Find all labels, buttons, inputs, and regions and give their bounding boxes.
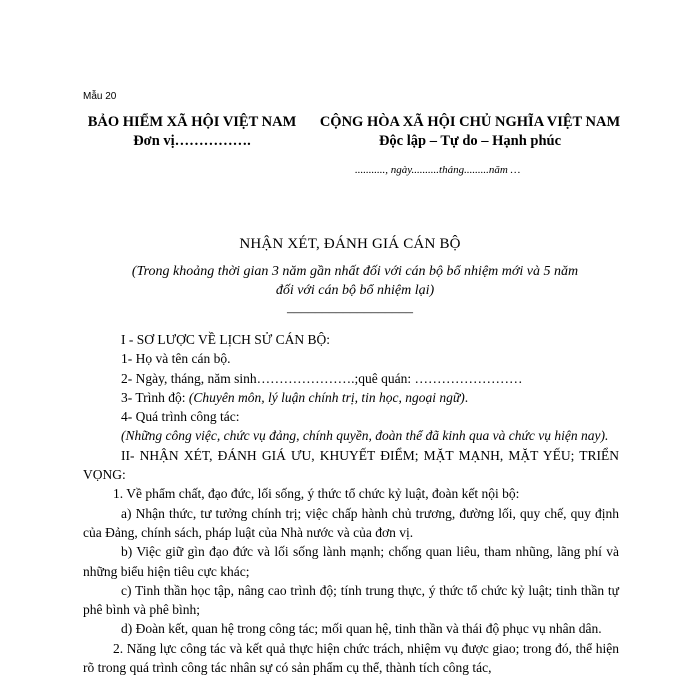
section2-p1b: b) Việc giữ gìn đạo đức và lối sống lành mạnh; chống quan liêu, tham nhũng, lãng phí và những biểu hiện tiêu cực khác; xyxy=(83,544,619,579)
document-body xyxy=(83,330,619,677)
section2-heading: II- NHẬN XÉT, ĐÁNH GIÁ ƯU, KHUYẾT ĐIỂM; MẶT MẠNH, MẶT YẾU; TRIỂN VỌNG: xyxy=(83,447,619,483)
section1-item2: 2- Ngày, tháng, năm sinh………………….;quê quán: …………………… xyxy=(121,370,523,386)
item3-suffix: . xyxy=(464,389,469,405)
section2-p1c: c) Tinh thần học tập, nâng cao trình độ; tính trung thực, ý thức tổ chức kỷ luật; tinh thần tự phê bình và phê bình; xyxy=(83,582,619,618)
header-right xyxy=(305,113,635,151)
item3-italic: (Chuyên môn, lý luận chính trị, tin học, ngoại ngữ) xyxy=(188,389,465,405)
section2-p1a: a) Nhận thức, tư tưởng chính trị; việc chấp hành chủ trương, đường lối, quy chế, quy định của Đảng, chính sách, pháp luật của Nhà nước và của đơn vị. xyxy=(83,505,619,540)
title-separator: –––––––––––––––––– xyxy=(287,305,413,320)
document-subtitle: (Trong khoảng thời gian 3 năm gần nhất đối với cán bộ bổ nhiệm mới và 5 năm đối với cán bộ bổ nhiệm lại) xyxy=(131,264,579,298)
national-motto: Độc lập – Tự do – Hạnh phúc xyxy=(378,133,562,149)
section2-p1: 1. Về phẩm chất, đạo đức, lối sống, ý thức tổ chức kỷ luật, đoàn kết nội bộ: xyxy=(113,486,520,502)
date-line: ..........., ngày..........tháng.........năm … xyxy=(355,164,521,176)
unit-line: Đơn vị……………. xyxy=(133,133,251,149)
header-left xyxy=(82,113,302,151)
section2-p1d: d) Đoàn kết, quan hệ trong công tác; mối quan hệ, tinh thần và thái độ phục vụ nhân dân. xyxy=(121,621,602,637)
section1-item4: 4- Quá trình công tác: xyxy=(121,409,240,425)
document-title: NHẬN XÉT, ĐÁNH GIÁ CÁN BỘ xyxy=(239,236,461,252)
section1-item4-note: (Những công việc, chức vụ đảng, chính quyền, đoàn thể đã kinh qua và chức vụ hiện nay). xyxy=(121,428,609,444)
section1-heading: I - SƠ LƯỢC VỀ LỊCH SỬ CÁN BỘ: xyxy=(121,332,330,347)
section2-p2: 2. Năng lực công tác và kết quả thực hiện chức trách, nhiệm vụ được giao; trong đó, thể hiện rõ trong quá trình công tác nhân sự có sản phẩm cụ thể, thành tích công tác, xyxy=(83,640,619,676)
country-name: CỘNG HÒA XÃ HỘI CHỦ NGHĨA VIỆT NAM xyxy=(319,114,621,130)
form-number: Mẫu 20 xyxy=(83,91,117,102)
section1-item3 xyxy=(83,388,619,407)
section1-item1: 1- Họ và tên cán bộ. xyxy=(121,351,231,367)
issuing-organization: BẢO HIỂM XÃ HỘI VIỆT NAM xyxy=(87,114,297,130)
item3-prefix: 3- Trình độ: xyxy=(121,389,189,405)
